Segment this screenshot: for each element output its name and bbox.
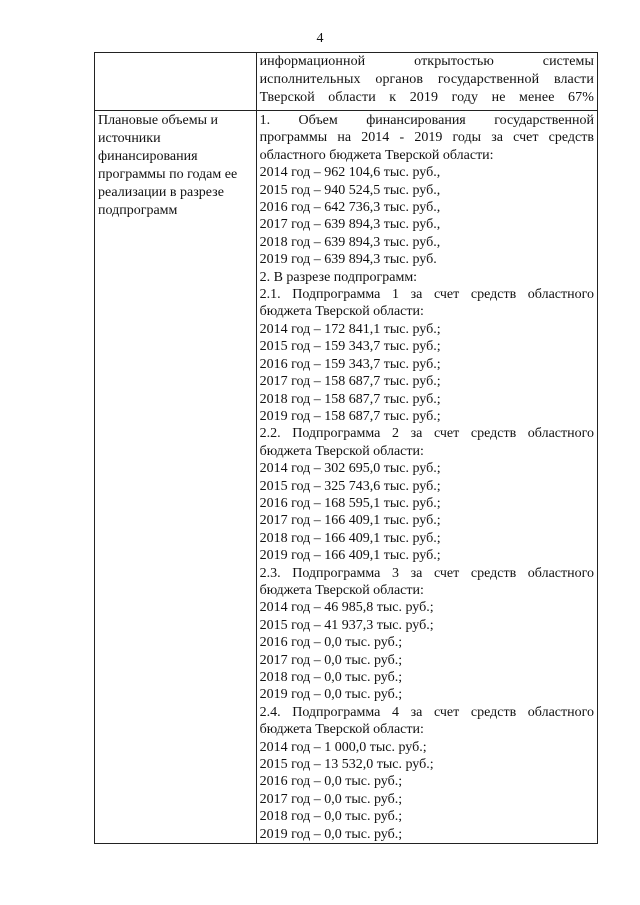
funding-line: 2019 год – 158 687,7 тыс. руб.;: [259, 408, 441, 424]
continuation-line: исполнительных органов государственной власти: [259, 72, 594, 87]
funding-line: 1. Объем финансирования государственной: [259, 113, 594, 128]
label-line: подпрограмм: [98, 203, 178, 218]
funding-line: 2017 год – 0,0 тыс. руб.;: [259, 791, 403, 807]
funding-line: 2.1. Подпрограмма 1 за счет средств областного: [259, 287, 594, 303]
funding-line: бюджета Тверской области:: [259, 304, 424, 320]
funding-line: 2017 год – 158 687,7 тыс. руб.;: [259, 374, 441, 390]
funding-line: 2015 год – 325 743,6 тыс. руб.;: [259, 478, 441, 494]
funding-line: 2016 год – 168 595,1 тыс. руб.;: [259, 495, 441, 511]
funding-line: 2015 год – 159 343,7 тыс. руб.;: [259, 339, 441, 355]
funding-line: 2014 год – 172 841,1 тыс. руб.;: [259, 321, 441, 337]
funding-line: 2018 год – 0,0 тыс. руб.;: [259, 809, 403, 825]
funding-line: 2018 год – 158 687,7 тыс. руб.;: [259, 391, 441, 407]
funding-line: 2016 год – 0,0 тыс. руб.;: [259, 774, 403, 790]
funding-line: 2016 год – 0,0 тыс. руб.;: [259, 635, 403, 651]
funding-line: 2017 год – 639 894,3 тыс. руб.,: [259, 217, 441, 233]
funding-line: бюджета Тверской области:: [259, 443, 424, 459]
funding-line: программы на 2014 - 2019 годы за счет средств: [259, 130, 594, 146]
funding-line: областного бюджета Тверской области:: [259, 147, 494, 163]
funding-line: 2.3. Подпрограмма 3 за счет средств областного: [259, 565, 594, 581]
funding-line: 2015 год – 41 937,3 тыс. руб.;: [259, 617, 434, 633]
continuation-right-cell: [256, 53, 597, 111]
funding-line: 2. В разрезе подпрограмм:: [259, 269, 418, 285]
label-line: финансирования: [98, 149, 198, 164]
funding-line: бюджета Тверской области:: [259, 722, 424, 738]
funding-line: бюджета Тверской области:: [259, 582, 424, 598]
funding-line: 2019 год – 639 894,3 тыс. руб.: [259, 252, 437, 268]
funding-line: 2015 год – 13 532,0 тыс. руб.;: [259, 757, 434, 773]
funding-line: 2015 год – 940 524,5 тыс. руб.,: [259, 182, 441, 198]
page-number: 4: [316, 31, 324, 46]
funding-line: 2019 год – 0,0 тыс. руб.;: [259, 826, 403, 842]
funding-content-cell: [256, 111, 597, 844]
funding-row: [95, 111, 598, 844]
continuation-line: Тверской области к 2019 году не менее 67%: [259, 90, 594, 105]
funding-line: 2016 год – 642 736,3 тыс. руб.,: [259, 200, 441, 216]
funding-line: 2017 год – 166 409,1 тыс. руб.;: [259, 513, 441, 529]
continuation-row: [95, 53, 598, 111]
funding-line: 2.2. Подпрограмма 2 за счет средств областного: [259, 426, 594, 442]
label-line: программы по годам ее: [98, 167, 238, 182]
continuation-line: информационной открытостью системы: [259, 54, 594, 69]
funding-content: [260, 111, 594, 843]
program-passport-table: [94, 52, 598, 844]
continuation-text: [260, 53, 594, 107]
funding-line: 2018 год – 639 894,3 тыс. руб.,: [259, 234, 441, 250]
funding-line: 2014 год – 46 985,8 тыс. руб.;: [259, 600, 434, 616]
funding-label: [98, 111, 253, 220]
funding-line: 2019 год – 166 409,1 тыс. руб.;: [259, 548, 441, 564]
label-line: источники: [98, 131, 161, 146]
funding-line: 2018 год – 0,0 тыс. руб.;: [259, 670, 403, 685]
funding-line: 2016 год – 159 343,7 тыс. руб.;: [259, 356, 441, 372]
funding-label-cell: [95, 111, 257, 844]
continuation-left-cell: [95, 53, 257, 111]
funding-line: 2014 год – 1 000,0 тыс. руб.;: [259, 739, 427, 755]
funding-line: 2014 год – 302 695,0 тыс. руб.;: [259, 461, 441, 477]
funding-line: 2019 год – 0,0 тыс. руб.;: [259, 687, 403, 703]
funding-line: 2017 год – 0,0 тыс. руб.;: [259, 652, 403, 668]
label-line: Плановые объемы и: [98, 113, 219, 128]
label-line: реализации в разрезе: [98, 185, 224, 200]
funding-line: 2.4. Подпрограмма 4 за счет средств областного: [259, 704, 594, 720]
funding-line: 2014 год – 962 104,6 тыс. руб.,: [259, 165, 441, 181]
funding-line: 2018 год – 166 409,1 тыс. руб.;: [259, 530, 441, 546]
